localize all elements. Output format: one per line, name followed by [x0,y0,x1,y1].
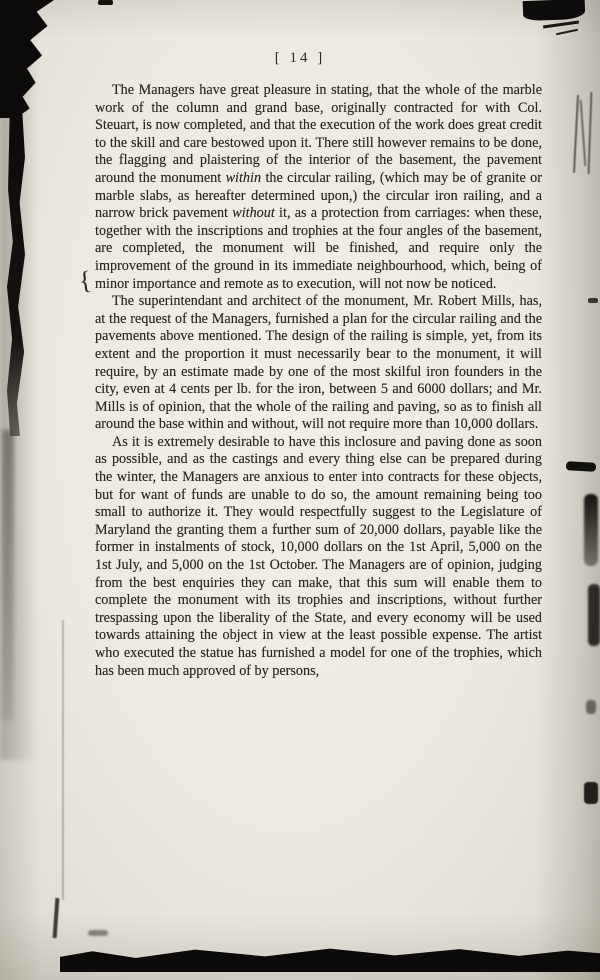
text-block [95,82,542,680]
scan-squiggle-right-3 [588,92,593,174]
scan-smudge-left-fade [2,430,14,720]
scan-squiggle-right-2 [580,100,587,166]
scan-squiggle-right-1 [573,95,579,173]
scan-dash-right-lower [584,782,598,804]
paragraph-text: the circular railing, (which may be of granite or marble slabs, as hereafter determined upon,) the circular iron railing, and a narrow brick pavement [95,169,542,222]
scan-shadow-left-edge [0,0,36,760]
scan-dash-top [98,0,113,5]
scan-blot-left-strip [7,112,25,436]
scan-smear-right-2 [588,584,600,646]
scan-smear-right-1 [584,494,598,566]
page-number: [ 14 ] [274,50,326,66]
margin-brace-mark: { [77,265,94,296]
scan-smudge-bottom [88,930,108,936]
paragraph-text: As it is extremely desirable to have this inclosure and paving done as soon as possible, and as the castings and every thing else can be prepared during the winter, the Managers are anxious to enter into contracts for these objects, but for want of funds are unable to do so, the amount remaining being too small to authorize it. They would respectfully suggest to the Legislature of Maryland the granting them a further sum of 20,000 dollars, payable like the former in instalments of stock, 10,000 dollars on the 1st April, 5,000 on the 1st July, and 5,000 on the 1st October. The Managers are of opinion, judging from the best enquiries they can make, that this sum will enable them to complete the monument with its trophies and inscriptions, without further trespassing upon the liberality of the State, and every economy will be used towards attaining the object in view at the least possible expense. The artist who executed the statue has furnished a model for one of the trophies, which has been much approved of by persons, [95,433,542,679]
scan-line-left-margin [62,620,64,900]
paragraph-text: it, as a protection from carriages: when these, together with the inscriptions and trophies at the four angles of the basement, are completed, the monument will be finished, and require only the improvement of the ground in its immediate neighbourhood, which, being of minor importance and remote as to execution, will not now be noticed. [95,205,542,292]
scan-dash-right-small [588,298,598,303]
scan-scratch-top-right-1 [543,21,579,29]
paragraph [95,434,542,680]
paragraph-text-italic: within [225,169,262,186]
scan-scratch-top-right-2 [556,29,578,36]
scan-tick-bottom-left [53,898,60,938]
paragraph [95,293,542,434]
paragraph-text: The superintendant and architect of the monument, Mr. Robert Mills, has, at the request of the Managers, furnished a plan for the circular railing and the pavements above mentioned. The design of the railing is simple, yet, from its extent and the proportion it must necessarily bear to the monument, it will require, by an estimate made by one of the most skilful iron founders in the city, even at 4 cents per lb. for the iron, between 5 and 6000 dollars; and Mr. Mills is of opinion, that the whole of the railing and paving, so as to finish all around the base within and without, will not require more than 10,000 dollars. [95,293,542,433]
scan-dot-right [586,700,596,714]
scan-bar-bottom [60,946,600,972]
paragraph [95,82,542,293]
paragraph-text: The Managers have great pleasure in stating, that the whole of the marble work of the column and grand base, originally contracted for with Col. Steuart, is now completed, and that the execution of the work does great credit to the skill and care bestowed upon it. There still however remains to be done, the flagging and plaistering of the interior of the basement, the pavement around the monument [95,82,542,186]
paragraph-text-italic: without [232,205,275,222]
scan-dash-right-bold [566,461,596,472]
scan-blot-top-right [523,0,586,21]
